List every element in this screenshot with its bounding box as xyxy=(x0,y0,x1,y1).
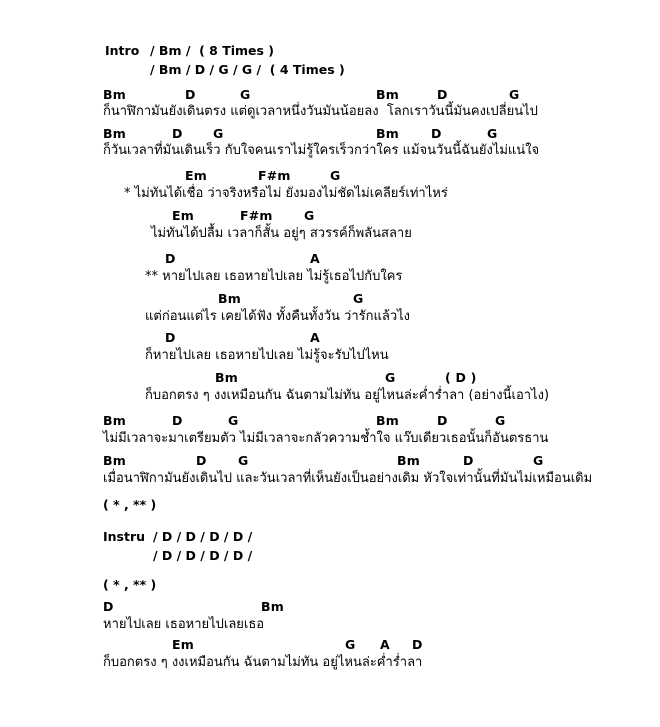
section-token: Instru xyxy=(103,529,146,544)
chord-token: G xyxy=(228,413,239,428)
chord-token: Bm xyxy=(103,126,126,141)
chord-token: D xyxy=(196,453,207,468)
chord-token: Bm xyxy=(215,370,238,385)
chord-token: G xyxy=(330,168,341,183)
chord-token: G xyxy=(495,413,506,428)
chord-token: D xyxy=(431,126,442,141)
chord-token: Em xyxy=(172,637,194,652)
chord-token: G xyxy=(533,453,544,468)
chord-token: G xyxy=(304,208,315,223)
chord-token: G xyxy=(240,87,251,102)
lyric-text: * ไม่ทันได้เชื่อ ว่าจริงหรือไม่ ยังมองไม่ชัดไม่เคลียร์เท่าไหร่ xyxy=(124,186,448,201)
lyric-text: ก็บอกตรง ๆ งงเหมือนกัน ฉันตามไม่ทัน อยู่ไหนล่ะค่ำร่ำลา (อย่างนี้เอาไง) xyxy=(145,388,550,403)
chord-token: F#m xyxy=(240,208,273,223)
lyric-text: ไม่ทันได้ปลื้ม เวลาก็สั้น อยู่ๆ สวรรค์ก็พลันสลาย xyxy=(151,226,412,241)
chord-token: G xyxy=(353,291,364,306)
chord-token: G xyxy=(385,370,396,385)
chord-token: Bm xyxy=(261,599,284,614)
chord-token: D xyxy=(437,413,448,428)
chord-token: Em xyxy=(172,208,194,223)
chord-token: Bm xyxy=(218,291,241,306)
chord-token: D xyxy=(437,87,448,102)
chord-token: G xyxy=(487,126,498,141)
chord-token: G xyxy=(213,126,224,141)
section-token: / Bm / D / G / G / ( 4 Times ) xyxy=(150,62,345,77)
chord-token: D xyxy=(412,637,423,652)
chord-token: F#m xyxy=(258,168,291,183)
section-token: / D / D / D / D / xyxy=(153,548,253,563)
chord-token: D xyxy=(463,453,474,468)
chord-token: G xyxy=(238,453,249,468)
chord-token: A xyxy=(380,637,390,652)
chord-token: D xyxy=(172,413,183,428)
chord-token: A xyxy=(310,251,320,266)
lyric-text: ก็วันเวลาที่มันเดินเร็ว กับใจคนเราไม่รู้ใครเร็วกว่าใคร แม้จนวันนี้ฉันยังไม่แน่ใจ xyxy=(103,143,540,158)
lyric-text: เมื่อนาฬิกามันยังเดินไป และวันเวลาที่เห็นยังเป็นอย่างเดิม หัวใจเท่านั้นที่มันไม่เหมือนเดิม xyxy=(103,471,593,486)
chord-token: Bm xyxy=(397,453,420,468)
chord-token: Bm xyxy=(103,413,126,428)
chord-token: Bm xyxy=(376,413,399,428)
chord-token: D xyxy=(172,126,183,141)
chord-token: ( D ) xyxy=(445,370,477,385)
section-token: / Bm / ( 8 Times ) xyxy=(150,43,275,58)
section-token: / D / D / D / D / xyxy=(153,529,253,544)
lyric-text: แต่ก่อนแต่ไร เคยได้ฟัง ทั้งคืนทั้งวัน ว่ารักแล้วไง xyxy=(145,309,411,324)
lyric-text: ก็บอกตรง ๆ งงเหมือนกัน ฉันตามไม่ทัน อยู่ไหนล่ะค่ำร่ำลา xyxy=(103,655,423,670)
lyric-text: ไม่มีเวลาจะมาเตรียมตัว ไม่มีเวลาจะกลัวความช้ำใจ แว๊บเดียวเธอนั้นก็อันตรธาน xyxy=(103,431,549,446)
lyric-text: ** หายไปเลย เธอหายไปเลย ไม่รู้เธอไปกับใคร xyxy=(145,269,403,284)
chord-token: D xyxy=(103,599,114,614)
chord-token: D xyxy=(185,87,196,102)
lyric-text: ก็หายไปเลย เธอหายไปเลย ไม่รู้จะรับไปไหน xyxy=(145,348,389,363)
section-token: Intro xyxy=(105,43,140,58)
chord-token: G xyxy=(345,637,356,652)
chord-token: Bm xyxy=(376,126,399,141)
chord-token: G xyxy=(509,87,520,102)
chord-token: Em xyxy=(185,168,207,183)
chord-token: D xyxy=(165,251,176,266)
section-token: ( * , ** ) xyxy=(103,497,157,512)
chord-token: A xyxy=(310,330,320,345)
chord-token: D xyxy=(165,330,176,345)
chord-token: Bm xyxy=(103,87,126,102)
chord-token: Bm xyxy=(103,453,126,468)
lyric-text: ก็นาฬิกามันยังเดินตรง แต่ดูเวลาหนึ่งวันมันน้อยลง โลกเราวันนี้มันคงเปลี่ยนไป xyxy=(103,104,538,119)
chord-token: Bm xyxy=(376,87,399,102)
lyric-text: หายไปเลย เธอหายไปเลยเธอ xyxy=(103,617,265,632)
section-token: ( * , ** ) xyxy=(103,577,157,592)
